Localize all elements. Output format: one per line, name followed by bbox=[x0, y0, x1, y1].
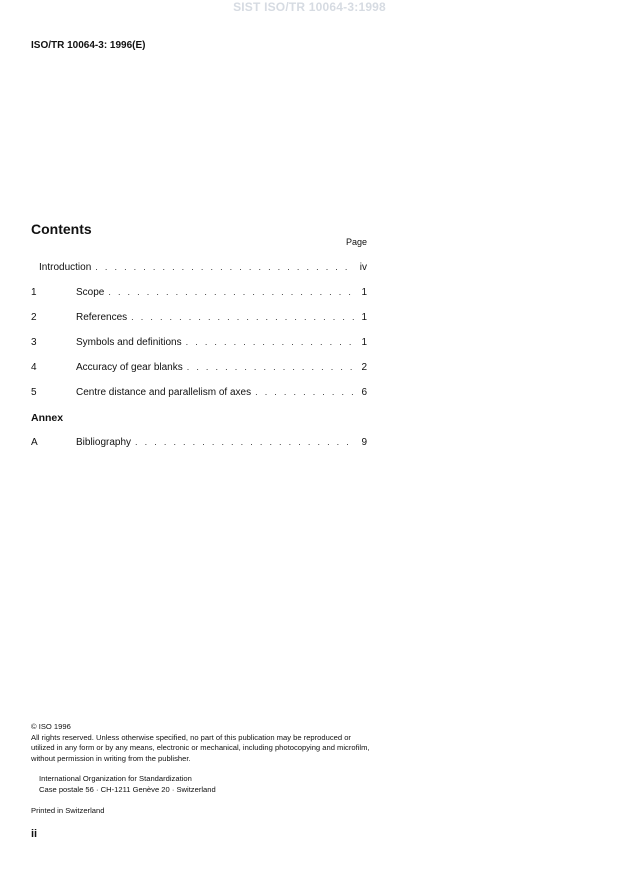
printed-in: Printed in Switzerland bbox=[31, 806, 105, 815]
toc-entry-number: 4 bbox=[31, 362, 37, 373]
toc-entry-number: A bbox=[31, 437, 38, 448]
toc-entry-scope[interactable] bbox=[31, 287, 367, 299]
toc-entry-label: Accuracy of gear blanks bbox=[76, 362, 183, 373]
copyright-rights: All rights reserved. Unless otherwise specified, no part of this publication may be reproduced or utilized in any form or by any means, electronic or mechanical, including photocopying and microfilm, without permission in writing from the publisher. bbox=[31, 732, 370, 763]
toc-entry-label: Bibliography bbox=[76, 437, 132, 448]
dot-leader bbox=[95, 262, 355, 272]
contents-title: Contents bbox=[31, 221, 92, 237]
toc-entry-references[interactable] bbox=[31, 312, 367, 324]
toc-entry-page: 1 bbox=[361, 337, 367, 348]
toc-entry-number: 1 bbox=[31, 287, 37, 298]
dot-leader bbox=[131, 312, 355, 322]
toc-entry-page: 1 bbox=[361, 287, 367, 298]
dot-leader bbox=[187, 362, 355, 372]
toc-entry-number: 2 bbox=[31, 312, 37, 323]
toc-entry-label: Symbols and definitions bbox=[76, 337, 182, 348]
dot-leader bbox=[186, 337, 355, 347]
document-id: ISO/TR 10064-3: 1996(E) bbox=[31, 40, 146, 51]
dot-leader bbox=[255, 387, 355, 397]
toc-entry-page: 1 bbox=[361, 312, 367, 323]
watermark: SIST ISO/TR 10064-3:1998 bbox=[233, 0, 386, 14]
toc-entry-page: iv bbox=[359, 262, 367, 273]
toc-entry-label: Introduction bbox=[39, 262, 92, 273]
toc-entry-bibliography[interactable] bbox=[31, 437, 367, 449]
dot-leader bbox=[108, 287, 355, 297]
toc-entry-introduction[interactable] bbox=[31, 262, 367, 274]
toc-entry-label: Scope bbox=[76, 287, 105, 298]
annex-heading: Annex bbox=[31, 412, 64, 424]
toc-entry-page: 2 bbox=[361, 362, 367, 373]
copyright-block bbox=[31, 722, 376, 764]
toc-entry-number: 5 bbox=[31, 387, 37, 398]
toc-entry-label: References bbox=[76, 312, 128, 323]
copyright-notice: © ISO 1996 bbox=[31, 722, 71, 731]
toc-entry-centre-distance[interactable] bbox=[31, 387, 367, 399]
toc-entry-page: 9 bbox=[361, 437, 367, 448]
page-column-header: Page bbox=[345, 237, 367, 247]
page-number: ii bbox=[31, 828, 38, 840]
publisher-address bbox=[39, 774, 216, 795]
toc-entry-page: 6 bbox=[361, 387, 367, 398]
toc-entry-number: 3 bbox=[31, 337, 37, 348]
toc-entry-accuracy-of-gear-blanks[interactable] bbox=[31, 362, 367, 374]
toc-entry-symbols-and-definitions[interactable] bbox=[31, 337, 367, 349]
dot-leader bbox=[135, 437, 355, 447]
toc-entry-label: Centre distance and parallelism of axes bbox=[76, 387, 252, 398]
org-address: Case postale 56 · CH-1211 Genève 20 · Switzerland bbox=[39, 784, 216, 794]
org-name: International Organization for Standardization bbox=[39, 774, 192, 783]
